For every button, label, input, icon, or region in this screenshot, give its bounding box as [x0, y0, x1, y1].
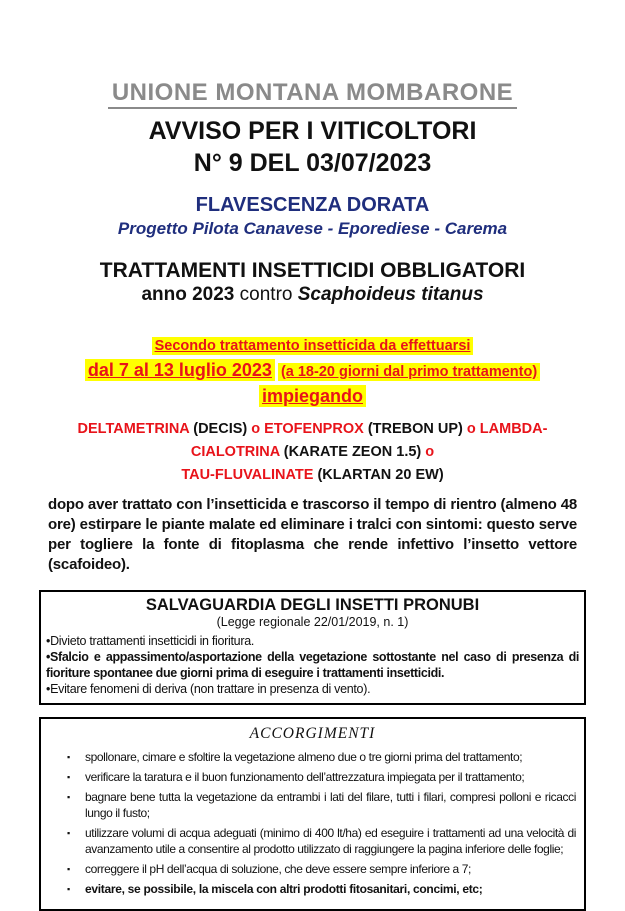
bullet-icon: •: [46, 649, 51, 664]
insecticide-segment: o: [425, 443, 435, 460]
insecticide-line: [0, 464, 625, 487]
highlighted-text: dal 7 al 13 luglio 2023: [85, 359, 275, 381]
insecticide-segment: (KARATE ZEON 1.5): [283, 443, 426, 460]
bullet-icon: ▪: [67, 827, 71, 838]
notice-number: N° 9 DEL 03/07/2023: [193, 148, 432, 177]
list-item: [47, 881, 578, 897]
list-item: [46, 681, 579, 697]
bullet-icon: ▪: [67, 771, 71, 782]
highlight-line: [0, 336, 625, 356]
list-item: [47, 825, 578, 857]
list-item: [47, 789, 578, 821]
insecticide-segment: CIALOTRINA: [190, 443, 284, 460]
bullet-icon: ▪: [67, 863, 71, 874]
highlight-line: [0, 361, 625, 382]
highlighted-text: impiegando: [259, 385, 366, 407]
insecticide-line: [0, 441, 625, 464]
accorgimenti-bullet-list: [47, 749, 578, 897]
bullet-icon: ▪: [67, 751, 71, 762]
insecticide-segment: (DECIS): [193, 420, 252, 437]
notice-title: AVVISO PER I VITICOLTORI: [148, 117, 477, 146]
bullet-icon: ▪: [67, 883, 71, 894]
treatment-target-segment: contro: [239, 283, 298, 305]
bullet-icon: ▪: [67, 791, 71, 802]
bullet-icon: •: [46, 633, 51, 648]
list-item-text: utilizzare volumi di acqua adeguati (minimo di 400 lt/ha) ed eseguire i trattamenti ad una velocità di avanzamento utile a consentire al prodotto utilizzato di raggiungere la pagina inferiore delle foglie;: [85, 825, 576, 856]
pronubi-box-title: SALVAGUARDIA DEGLI INSETTI PRONUBI: [145, 595, 480, 614]
pronubi-bullet-list: [46, 633, 579, 697]
list-item-text: evitare, se possibile, la miscela con altri prodotti fitosanitari, concimi, etc;: [85, 881, 483, 896]
treatment-target-segment: anno 2023: [141, 283, 240, 305]
accorgimenti-box-title: ACCORGIMENTI: [249, 724, 376, 742]
insecticide-segment: TAU-FLUVALINATE: [181, 466, 318, 483]
list-item-text: Evitare fenomeni di deriva (non trattare in presenza di vento).: [50, 681, 371, 696]
accorgimenti-box: [39, 717, 586, 911]
treatment-title: TRATTAMENTI INSETTICIDI OBBLIGATORI: [99, 258, 526, 282]
highlight-line: [0, 387, 625, 407]
treatment-target-segment: Scaphoideus titanus: [297, 283, 484, 305]
union-title-wrap: [0, 80, 625, 109]
insecticide-segment: o LAMBDA-: [466, 420, 548, 437]
insecticide-segment: o ETOFENPROX: [251, 420, 368, 437]
treatment-target-line: [0, 285, 625, 306]
project-subtitle: Progetto Pilota Canavese - Eporediese - Carema: [117, 219, 508, 239]
list-item-text: bagnare bene tutta la vegetazione da entrambi i lati del filare, tutti i filari, compresi polloni e ricacci lungo il fusto;: [85, 789, 576, 820]
after-treatment-paragraph: dopo aver trattato con l’insetticida e trascorso il tempo di rientro (almeno 48 ore) estirpare le piante malate ed eliminare i tralci con sintomi: questo serve per togliere la fonte di fitoplasma che rende infettivo l’insetto vettore (scafoideo).: [48, 495, 577, 573]
list-item-text: verificare la taratura e il buon funzionamento dell’attrezzatura impiegata per il trattamento;: [85, 769, 525, 784]
list-item: [46, 649, 579, 681]
list-item: [47, 861, 578, 877]
pronubi-box-subtitle: (Legge regionale 22/01/2019, n. 1): [216, 614, 409, 629]
insecticide-segment: DELTAMETRINA: [77, 420, 194, 437]
highlighted-text: (a 18-20 giorni dal primo trattamento): [278, 363, 540, 381]
list-item-text: correggere il pH dell’acqua di soluzione, che deve essere sempre inferiore a 7;: [85, 861, 471, 876]
highlighted-text: Secondo trattamento insetticida da effettuarsi: [152, 337, 474, 355]
pronubi-box: [39, 590, 586, 705]
insecticide-segment: (TREBON UP): [367, 420, 467, 437]
disease-title: FLAVESCENZA DORATA: [195, 194, 430, 217]
list-item: [47, 769, 578, 785]
insecticide-segment: (KLARTAN 20 EW): [317, 466, 444, 483]
list-item-text: Sfalcio e appassimento/asportazione della vegetazione sottostante nel caso di presenza di fioriture spontanee due giorni prima di eseguire i trattamenti insetticidi.: [46, 649, 579, 680]
list-item: [46, 633, 579, 649]
insecticides-block: [0, 418, 625, 487]
highlight-block: [0, 336, 625, 407]
bullet-icon: •: [46, 681, 51, 696]
union-title: UNIONE MONTANA MOMBARONE: [108, 80, 517, 109]
list-item-text: Divieto trattamenti insetticidi in fioritura.: [50, 633, 255, 648]
list-item-text: spollonare, cimare e sfoltire la vegetazione almeno due o tre giorni prima del trattamento;: [85, 749, 523, 764]
insecticide-line: [0, 418, 625, 441]
list-item: [47, 749, 578, 765]
